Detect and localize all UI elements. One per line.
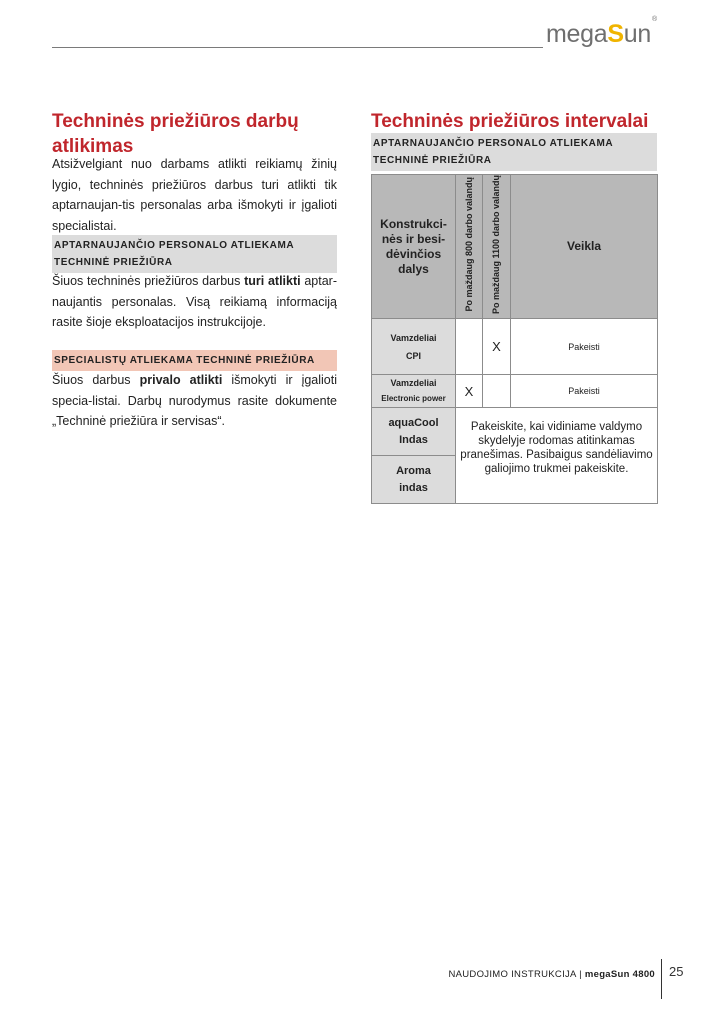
note-cell: Pakeiskite, kai vidiniame valdymo skydelyje rodomas atitinkamas pranešimas. Pasibaigus sandėliavimo galiojimo trukmei pakeiskite.	[456, 408, 658, 504]
mark-800	[456, 319, 483, 375]
section2-heading: SPECIALISTŲ ATLIEKAMA TECHNINĖ PRIEŽIŪRA	[52, 350, 337, 371]
mark-1100: X	[483, 319, 511, 375]
section1-paragraph: Šiuos techninės priežiūros darbus turi atlikti aptar-naujantis personalas. Visą reikiamą informaciją rasite šioje eksploatacijos instrukcijoje.	[52, 274, 337, 329]
intervals-band: APTARNAUJANČIO PERSONALO ATLIEKAMA TECHNINĖ PRIEŽIŪRA	[371, 133, 657, 171]
col-1100-header: Po maždaug 1100 darbo valandų	[483, 175, 511, 319]
table-header-row	[372, 175, 658, 319]
section1-heading: APTARNAUJANČIO PERSONALO ATLIEKAMA TECHNINĖ PRIEŽIŪRA	[52, 235, 337, 273]
intervals-title: Techninės priežiūros intervalai	[371, 111, 649, 132]
col-800-header: Po maždaug 800 darbo valandų	[456, 175, 483, 319]
table-row	[372, 319, 658, 375]
mark-800: X	[456, 375, 483, 408]
footer-label: NAUDOJIMO INSTRUKCIJA | megaSun 4800	[448, 969, 655, 980]
action-cell: Pakeisti	[511, 375, 658, 408]
part-cell: Vamzdeliai Electronic power	[372, 375, 456, 408]
action-cell: Pakeisti	[511, 319, 658, 375]
table-row	[372, 408, 658, 456]
part-cell: aquaCool Indas	[372, 408, 456, 456]
col-action-header: Veikla	[511, 175, 658, 319]
table-row	[372, 375, 658, 408]
page-number: 25	[669, 964, 684, 979]
header-rule	[52, 47, 543, 48]
maintenance-table	[371, 174, 658, 504]
mark-1100	[483, 375, 511, 408]
intro-paragraph: Atsižvelgiant nuo darbams atlikti reikiamų žinių lygio, techninės priežiūros darbus turi atlikti tik aptarnaujan-tis personalas arba išmokyti ir įgalioti specialistai.	[52, 157, 337, 233]
col-part-header: Konstrukci-nės ir besi-dėvinčios dalys	[372, 175, 456, 319]
part-cell: Aroma indas	[372, 456, 456, 504]
megasun-logo: megaSun®	[546, 15, 657, 48]
section2-paragraph: Šiuos darbus privalo atlikti išmokyti ir įgalioti specia-listai. Darbų nurodymus rasite dokumente „Techninė priežiūra ir servisas“.	[52, 373, 338, 428]
part-cell: Vamzdeliai CPI	[372, 319, 456, 375]
footer-divider	[661, 959, 662, 999]
maintenance-title: Techninės priežiūros darbų atlikimas	[52, 111, 299, 157]
